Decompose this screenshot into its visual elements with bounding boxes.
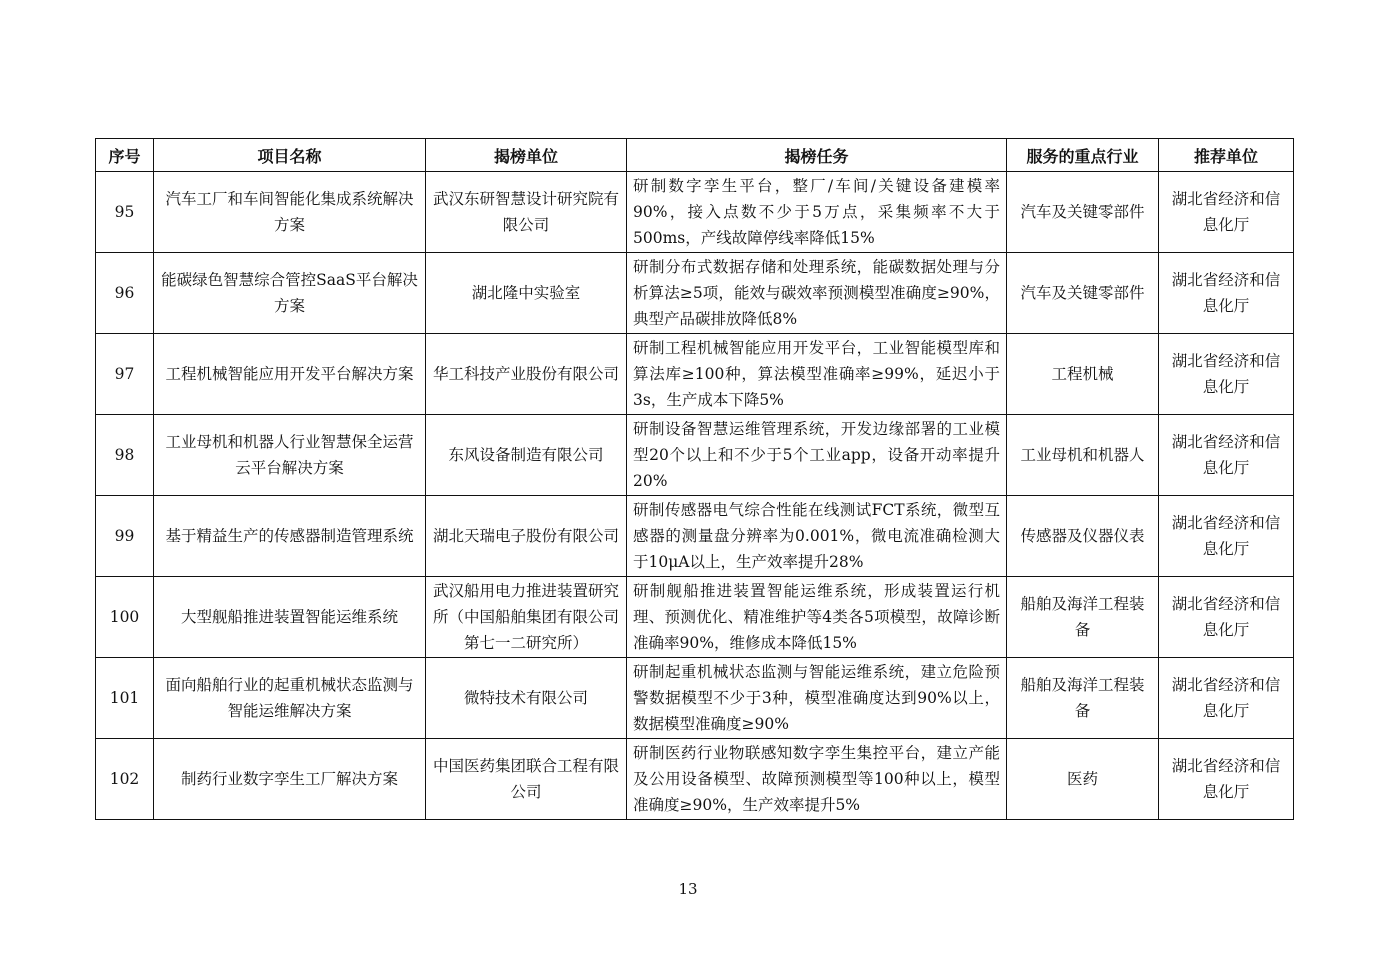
cell-no: 99 — [96, 496, 154, 577]
cell-recommender: 湖北省经济和信息化厅 — [1159, 739, 1294, 820]
table-row — [96, 577, 1294, 658]
cell-recommender: 湖北省经济和信息化厅 — [1159, 415, 1294, 496]
cell-industry: 医药 — [1007, 739, 1159, 820]
cell-no: 98 — [96, 415, 154, 496]
cell-unit: 湖北隆中实验室 — [426, 253, 627, 334]
table-header-row — [96, 139, 1294, 172]
cell-unit: 湖北天瑞电子股份有限公司 — [426, 496, 627, 577]
table-row — [96, 253, 1294, 334]
cell-unit: 中国医药集团联合工程有限公司 — [426, 739, 627, 820]
cell-no: 96 — [96, 253, 154, 334]
cell-industry: 汽车及关键零部件 — [1007, 253, 1159, 334]
cell-no: 102 — [96, 739, 154, 820]
cell-recommender: 湖北省经济和信息化厅 — [1159, 577, 1294, 658]
header-unit: 揭榜单位 — [426, 139, 627, 172]
cell-recommender: 湖北省经济和信息化厅 — [1159, 496, 1294, 577]
header-industry: 服务的重点行业 — [1007, 139, 1159, 172]
cell-task: 研制医药行业物联感知数字孪生集控平台，建立产能及公用设备模型、故障预测模型等100种以上，模型准确度≥90%，生产效率提升5% — [627, 739, 1007, 820]
cell-task: 研制设备智慧运维管理系统，开发边缘部署的工业模型20个以上和不少于5个工业app，设备开动率提升20% — [627, 415, 1007, 496]
cell-recommender: 湖北省经济和信息化厅 — [1159, 334, 1294, 415]
cell-industry: 船舶及海洋工程装备 — [1007, 577, 1159, 658]
cell-project: 工程机械智能应用开发平台解决方案 — [154, 334, 426, 415]
cell-unit: 华工科技产业股份有限公司 — [426, 334, 627, 415]
table-row — [96, 739, 1294, 820]
table-row — [96, 334, 1294, 415]
cell-industry: 汽车及关键零部件 — [1007, 172, 1159, 253]
cell-project: 能碳绿色智慧综合管控SaaS平台解决方案 — [154, 253, 426, 334]
cell-project: 工业母机和机器人行业智慧保全运营云平台解决方案 — [154, 415, 426, 496]
header-recommender: 推荐单位 — [1159, 139, 1294, 172]
cell-project: 基于精益生产的传感器制造管理系统 — [154, 496, 426, 577]
page-number: 13 — [678, 880, 698, 898]
table-row — [96, 658, 1294, 739]
cell-industry: 船舶及海洋工程装备 — [1007, 658, 1159, 739]
cell-unit: 武汉船用电力推进装置研究所（中国船舶集团有限公司第七一二研究所） — [426, 577, 627, 658]
cell-unit: 微特技术有限公司 — [426, 658, 627, 739]
cell-unit: 东风设备制造有限公司 — [426, 415, 627, 496]
header-no: 序号 — [96, 139, 154, 172]
cell-project: 面向船舶行业的起重机械状态监测与智能运维解决方案 — [154, 658, 426, 739]
header-project-name: 项目名称 — [154, 139, 426, 172]
cell-recommender: 湖北省经济和信息化厅 — [1159, 658, 1294, 739]
cell-project: 汽车工厂和车间智能化集成系统解决方案 — [154, 172, 426, 253]
table-row — [96, 415, 1294, 496]
cell-industry: 传感器及仪器仪表 — [1007, 496, 1159, 577]
cell-task: 研制数字孪生平台，整厂/车间/关键设备建模率90%，接入点数不少于5万点，采集频率不大于500ms，产线故障停线率降低15% — [627, 172, 1007, 253]
cell-recommender: 湖北省经济和信息化厅 — [1159, 253, 1294, 334]
header-task: 揭榜任务 — [627, 139, 1007, 172]
table-row — [96, 172, 1294, 253]
cell-no: 101 — [96, 658, 154, 739]
project-table — [95, 138, 1294, 820]
cell-industry: 工程机械 — [1007, 334, 1159, 415]
cell-industry: 工业母机和机器人 — [1007, 415, 1159, 496]
cell-project: 大型舰船推进装置智能运维系统 — [154, 577, 426, 658]
cell-no: 97 — [96, 334, 154, 415]
cell-task: 研制传感器电气综合性能在线测试FCT系统，微型互感器的测量盘分辨率为0.001%，微电流准确检测大于10μA以上，生产效率提升28% — [627, 496, 1007, 577]
cell-task: 研制舰船推进装置智能运维系统，形成装置运行机理、预测优化、精准维护等4类各5项模型，故障诊断准确率90%，维修成本降低15% — [627, 577, 1007, 658]
project-table-container — [95, 138, 1293, 820]
cell-task: 研制分布式数据存储和处理系统，能碳数据处理与分析算法≥5项，能效与碳效率预测模型准确度≥90%，典型产品碳排放降低8% — [627, 253, 1007, 334]
cell-task: 研制工程机械智能应用开发平台，工业智能模型库和算法库≥100种，算法模型准确率≥99%，延迟小于3s，生产成本下降5% — [627, 334, 1007, 415]
cell-recommender: 湖北省经济和信息化厅 — [1159, 172, 1294, 253]
cell-project: 制药行业数字孪生工厂解决方案 — [154, 739, 426, 820]
table-row — [96, 496, 1294, 577]
cell-no: 100 — [96, 577, 154, 658]
cell-unit: 武汉东研智慧设计研究院有限公司 — [426, 172, 627, 253]
cell-no: 95 — [96, 172, 154, 253]
cell-task: 研制起重机械状态监测与智能运维系统，建立危险预警数据模型不少于3种，模型准确度达到90%以上，数据模型准确度≥90% — [627, 658, 1007, 739]
